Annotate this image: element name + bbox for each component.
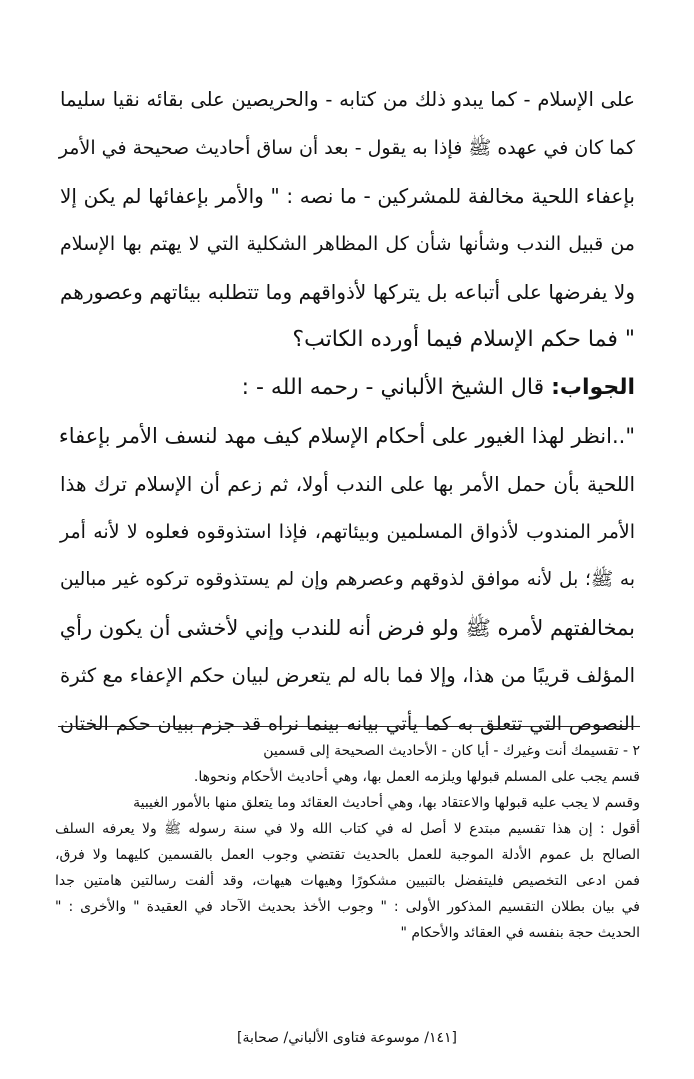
answer-label: الجواب:	[551, 375, 635, 400]
footnote-line: أقول : إن هذا تقسيم مبتدع لا أصل له في كتاب الله ولا في سنة رسوله ﷺ ولا يعرفه السلف	[55, 821, 640, 837]
footnotes	[55, 738, 640, 946]
text-line: المؤلف قريبًا من هذا، وإلا فما باله لم يتعرض لبيان حكم الإعفاء مع كثرة	[60, 664, 635, 687]
footnote-line: في بيان بطلان التقسيم المذكور الأولى : " وجوب الأخذ بحديث الآحاد في العقيدة " والأخرى : "	[55, 899, 640, 915]
text-line: بإعفاء اللحية مخالفة للمشركين - ما نصه : " والأمر بإعفائها لم يكن إلا	[60, 184, 635, 208]
text-line: النصوص التي تتعلق به كما يأتي بيانه بينما نراه قد جزم ببيان حكم الختان	[60, 713, 635, 735]
footnote-line: ٢ - تقسيمك أنت وغيرك - أيا كان - الأحاديث الصحيحة إلى قسمين	[263, 743, 640, 759]
answer-attribution: قال الشيخ الألباني - رحمه الله - :	[241, 375, 552, 400]
text-line: على الإسلام - كما يبدو ذلك من كتابه - والحريصين على بقائه نقيا سليما	[60, 88, 635, 111]
text-line: به ﷺ؛ بل لأنه موافق لذوقهم وعصرهم وإن لم يستذوقوه تركوه غير مبالين	[60, 569, 635, 590]
footnote-divider	[58, 726, 640, 727]
page-footer: [١٤١/ موسوعة فتاوى الألباني/ صحابة]	[237, 1030, 457, 1046]
text-line: ولا يفرضها على أتباعه بل يتركها لأذواقهم وما تتطلبه بيئاتهم وعصورهم	[60, 280, 635, 304]
main-text	[60, 76, 635, 748]
footnote-line: الصالح بل عموم الأدلة الموجبة للعمل بالحديث تقتضي وجوب العمل بالقسمين كليهما ولا فرق،	[55, 847, 640, 863]
footnote-line: فمن ادعى التخصيص فليتفضل بالتبيين مشكورًا وهيهات هيهات، وقد ألفت رسالتين هامتين جدا	[55, 873, 640, 889]
text-line: بمخالفتهم لأمره ﷺ ولو فرض أنه للندب وإني لأخشى أن يكون رأي	[59, 616, 635, 640]
footnote-line: وقسم لا يجب عليه قبولها والاعتقاد بها، وهي أحاديث العقائد وما يتعلق منها بالأمور الغيبية	[133, 795, 640, 811]
text-line: اللحية بأن حمل الأمر بها على الندب أولا، ثم زعم أن الإسلام ترك هذا	[60, 472, 635, 496]
footnote-line: الحديث حجة بنفسه في العقائد والأحكام "	[400, 925, 640, 941]
footnote-line: قسم يجب على المسلم قبولها ويلزمه العمل بها، وهي أحاديث الأحكام ونحوها.	[193, 769, 640, 785]
question-line: " فما حكم الإسلام فيما أورده الكاتب؟	[292, 327, 635, 352]
text-line: "..انظر لهذا الغيور على أحكام الإسلام كيف مهد لنسف الأمر بإعفاء	[58, 424, 635, 448]
text-line: من قبيل الندب وشأنها شأن كل المظاهر الشكلية التي لا يهتم بها الإسلام	[60, 233, 635, 255]
answer-line	[60, 364, 635, 412]
text-line: الأمر المندوب لأذواق المسلمين وبيئاتهم، فإذا استذوقوه فعلوه لا لأنه أمر	[60, 521, 635, 543]
text-line: كما كان في عهده ﷺ فإذا به يقول - بعد أن ساق أحاديث صحيحة في الأمر	[58, 137, 635, 159]
